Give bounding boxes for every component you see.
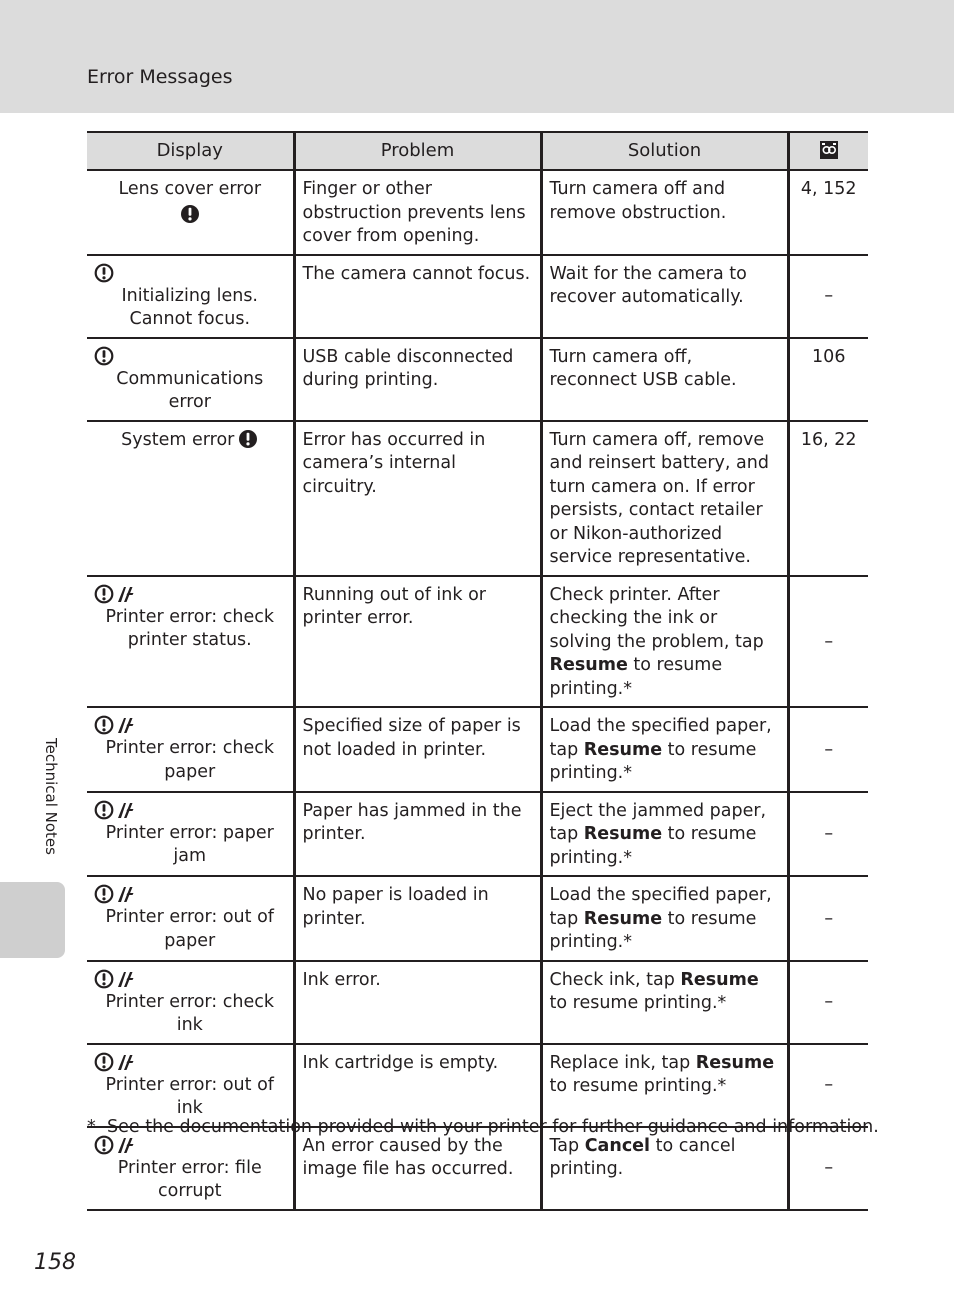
display-text: Printer error: out of paper xyxy=(105,907,274,951)
warning-icon xyxy=(94,969,114,989)
solution-text: Wait for the camera to recover automatically. xyxy=(549,263,747,307)
reference-cell: 4, 152 xyxy=(788,170,868,255)
display-cell xyxy=(87,170,294,255)
display-icons xyxy=(238,429,258,457)
display-cell xyxy=(87,338,294,421)
solution-text: Load the specified paper, tap xyxy=(549,885,772,929)
footnote-marker: * xyxy=(87,1117,96,1137)
display-icons xyxy=(94,713,286,737)
solution-keyword: Resume xyxy=(583,824,663,844)
display-cell xyxy=(87,876,294,961)
solution-cell xyxy=(541,1044,788,1127)
solution-text: Eject the jammed paper, tap xyxy=(549,800,767,844)
warning-icon xyxy=(94,884,114,904)
reference-cell: – xyxy=(788,255,868,338)
display-icons xyxy=(94,882,286,906)
solution-text: to resume printing.* xyxy=(549,908,757,952)
table-row xyxy=(87,338,868,421)
display-text: Initializing lens. Cannot focus. xyxy=(121,285,258,329)
solution-text: Check printer. After checking the ink or solving the problem, tap xyxy=(549,584,764,652)
solution-text: to resume printing.* xyxy=(549,655,723,699)
reference-cell: 16, 22 xyxy=(788,421,868,576)
solution-text: Tap xyxy=(549,1135,585,1156)
reference-cell: – xyxy=(788,876,868,961)
display-text: Printer error: file corrupt xyxy=(117,1157,262,1201)
display-icons xyxy=(94,582,286,606)
display-text: Lens cover error xyxy=(118,179,262,199)
solution-cell xyxy=(541,338,788,421)
reference-cell: – xyxy=(788,576,868,708)
display-cell xyxy=(87,961,294,1044)
problem-cell: Running out of ink or printer error. xyxy=(294,576,541,708)
table-row xyxy=(87,1044,868,1127)
problem-cell: Finger or other obstruction prevents lens cover from opening. xyxy=(294,170,541,255)
solution-cell xyxy=(541,961,788,1044)
table-row xyxy=(87,1127,868,1210)
footnote-text: See the documentation provided with your printer for further guidance and information. xyxy=(107,1117,879,1137)
display-text: System error xyxy=(121,429,235,450)
printer-icon xyxy=(115,715,135,735)
reference-page-icon xyxy=(819,140,839,160)
display-text: Printer error: out of ink xyxy=(105,1074,274,1118)
solution-text: Turn camera off and remove obstruction. xyxy=(549,179,727,223)
table-row xyxy=(87,876,868,961)
display-text: Printer error: check ink xyxy=(105,991,275,1035)
solution-cell xyxy=(541,792,788,877)
warning-icon xyxy=(94,800,114,820)
display-cell xyxy=(87,421,294,576)
solution-keyword: Resume xyxy=(680,969,759,990)
display-cell xyxy=(87,255,294,338)
printer-icon xyxy=(115,800,135,820)
display-text: Communications error xyxy=(116,368,264,412)
printer-icon xyxy=(115,884,135,904)
problem-cell: No paper is loaded in printer. xyxy=(294,876,541,961)
problem-cell: Specified size of paper is not loaded in printer. xyxy=(294,707,541,792)
problem-cell: An error caused by the image file has occurred. xyxy=(294,1127,541,1210)
solution-cell xyxy=(541,1127,788,1210)
problem-cell: Paper has jammed in the printer. xyxy=(294,792,541,877)
warning-icon xyxy=(94,584,114,604)
warning-icon xyxy=(94,263,114,283)
solution-keyword: Resume xyxy=(549,655,628,675)
solution-cell xyxy=(541,421,788,576)
display-cell xyxy=(87,792,294,877)
problem-cell: The camera cannot focus. xyxy=(294,255,541,338)
printer-icon xyxy=(115,1135,135,1155)
solution-cell xyxy=(541,170,788,255)
display-cell xyxy=(87,1044,294,1127)
problem-cell: Ink cartridge is empty. xyxy=(294,1044,541,1127)
table-row xyxy=(87,961,868,1044)
table-row xyxy=(87,421,868,576)
warning-icon xyxy=(94,1052,114,1072)
display-icons xyxy=(94,344,286,368)
display-text: Printer error: check printer status. xyxy=(105,606,275,650)
table-row xyxy=(87,170,868,255)
solution-text: to resume printing.* xyxy=(549,993,727,1013)
solution-text: to resume printing.* xyxy=(549,739,757,783)
display-cell xyxy=(87,707,294,792)
solution-keyword: Resume xyxy=(583,739,663,760)
warning-icon xyxy=(238,429,258,449)
side-tab-label: Technical Notes xyxy=(42,738,60,855)
display-cell xyxy=(87,576,294,708)
solution-text: to resume printing.* xyxy=(549,824,757,868)
solution-text: Replace ink, tap xyxy=(549,1052,696,1073)
solution-text: Turn camera off, reconnect USB cable. xyxy=(549,346,737,390)
table-row xyxy=(87,707,868,792)
reference-cell: – xyxy=(788,792,868,877)
problem-cell: Ink error. xyxy=(294,961,541,1044)
column-header-reference xyxy=(788,132,868,170)
footnote xyxy=(87,1117,879,1137)
display-icons xyxy=(94,261,286,285)
solution-text: to cancel printing. xyxy=(549,1135,736,1179)
warning-icon xyxy=(94,715,114,735)
warning-icon xyxy=(94,346,114,366)
solution-text: Load the specified paper, tap xyxy=(549,716,772,760)
display-text: Printer error: check paper xyxy=(105,738,275,782)
display-icons xyxy=(94,967,286,991)
reference-cell: – xyxy=(788,1127,868,1210)
reference-cell: – xyxy=(788,707,868,792)
error-messages-table xyxy=(87,131,868,1211)
reference-cell: – xyxy=(788,961,868,1044)
display-icons xyxy=(94,1050,286,1074)
warning-icon xyxy=(94,1135,114,1155)
header-band xyxy=(0,0,954,113)
solution-keyword: Cancel xyxy=(584,1135,651,1156)
page-number: 158 xyxy=(34,1250,76,1275)
problem-cell: USB cable disconnected during printing. xyxy=(294,338,541,421)
printer-icon xyxy=(115,1052,135,1072)
display-text: Printer error: paper jam xyxy=(105,822,274,866)
table-header-row xyxy=(87,132,868,170)
table-row xyxy=(87,792,868,877)
side-tab-block xyxy=(0,882,65,958)
solution-cell xyxy=(541,255,788,338)
printer-icon xyxy=(115,584,135,604)
solution-keyword: Resume xyxy=(695,1052,775,1073)
section-title: Error Messages xyxy=(87,66,233,88)
column-header-solution: Solution xyxy=(541,132,788,170)
table-row xyxy=(87,576,868,708)
printer-icon xyxy=(115,969,135,989)
reference-cell: 106 xyxy=(788,338,868,421)
reference-cell: – xyxy=(788,1044,868,1127)
solution-cell xyxy=(541,576,788,708)
solution-cell xyxy=(541,876,788,961)
solution-cell xyxy=(541,707,788,792)
solution-keyword: Resume xyxy=(583,908,663,929)
display-icons xyxy=(94,798,286,822)
display-cell xyxy=(87,1127,294,1210)
solution-text: Turn camera off, remove and reinsert battery, and turn camera on. If error persists, contact retailer or Nikon-authorized service representative. xyxy=(549,429,769,567)
column-header-display: Display xyxy=(87,132,294,170)
solution-text: Check ink, tap xyxy=(549,969,681,990)
warning-icon xyxy=(180,204,200,224)
column-header-problem: Problem xyxy=(294,132,541,170)
display-icons xyxy=(94,202,286,226)
solution-text: to resume printing.* xyxy=(549,1076,727,1096)
problem-cell: Error has occurred in camera’s internal circuitry. xyxy=(294,421,541,576)
table-row xyxy=(87,255,868,338)
